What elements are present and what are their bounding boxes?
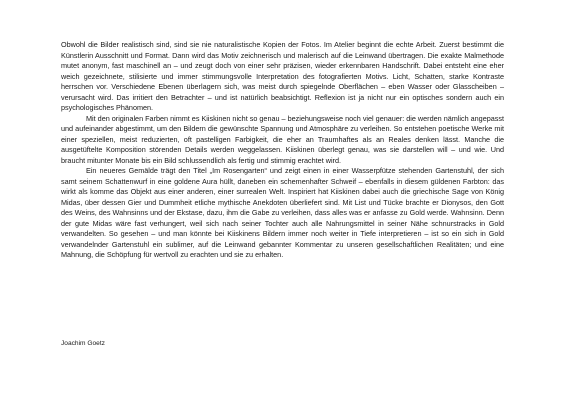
essay-body — [61, 40, 504, 261]
paragraph: Ein neueres Gemälde trägt den Titel „Im Rosengarten“ und zeigt einen in einer Wasserpfütze stehenden Gartenstuhl, der sich samt seinem Schattenwurf in eine goldene Aura hüllt, daneben ein schemenhafter Schweif – ebenfalls in diesem güldenen Farbton: das wirkt als komme das Objekt aus einer anderen, einer surrealen Welt. Inspiriert hat Kiiskinen dabei auch die griechische Sage von König Midas, über dessen Gier und Dummheit etliche mythische Anekdoten überliefert sind. Mit List und Tücke brachte er Dionysos, den Gott des Weins, des Wahnsinns und der Ekstase, dazu, ihm die Gabe zu verleihen, dass alles was er anfasse zu Gold werde. Wahnsinn. Denn der gute Midas wäre fast verhungert, weil sich nach seiner Tochter auch alle Nahrungsmittel in seiner Nähe schnurstracks in Gold verwandelten. So gesehen – und man könnte bei Kiiskinens Bildern immer noch weiter in Tiefe interpretieren – ist so ein sich in Gold verwandelnder Gartenstuhl ein sublimer, auf die Leinwand gebannter Kommentar zu unseren gesellschaftlichen Realitäten; und eine Mahnung, die Schöpfung für wertvoll zu erachten und sie zu erhalten. — [61, 166, 504, 259]
paragraph: Mit den originalen Farben nimmt es Kiiskinen nicht so genau – beziehungsweise noch viel genauer: die werden nämlich angepasst und aufeinander abgestimmt, um den Bildern die gewünschte Spannung und Atmosphäre zu verleihen. So entstehen poetische Werke mit einer speziellen, meist reduzierten, oft pastelligen Farbigkeit, die eher an Traumhaftes als an Reales denken lässt. Manche die ausgetüftelte Komposition störenden Details werden weggelassen. Kiiskinen überlegt genau, was sie darstellen will – und wie. Und braucht mitunter Monate bis ein Bild schlussendlich als fertig und stimmig erachtet wird. — [61, 113, 504, 165]
author-name: Joachim Goetz — [61, 340, 105, 347]
paragraph: Obwohl die Bilder realistisch sind, sind sie nie naturalistische Kopien der Fotos. Im Atelier beginnt die echte Arbeit. Zuerst bestimmt die Künstlerin Ausschnitt und Format. Dann wird das Motiv zeichnerisch und malerisch auf die Leinwand übertragen. Die exakte Malmethode mutet anonym, fast maschinell an – und zeugt doch von einer sehr präzisen, wieder erkennbaren Handschrift. Dabei entsteht eine eher weich gezeichnete, stilisierte und immer stimmungsvolle Interpretation des fotografierten Motivs. Licht, Schatten, starke Kontraste herrschen vor. Verschiedene Ebenen überlagern sich, was meist durch spiegelnde Oberflächen – eben Wasser oder Glasscheiben – verursacht wird. Das irritiert den Betrachter – und ist natürlich beabsichtigt. Reflexion ist ja nicht nur ein optisches sondern auch ein psychologisches Phänomen. — [61, 40, 504, 112]
